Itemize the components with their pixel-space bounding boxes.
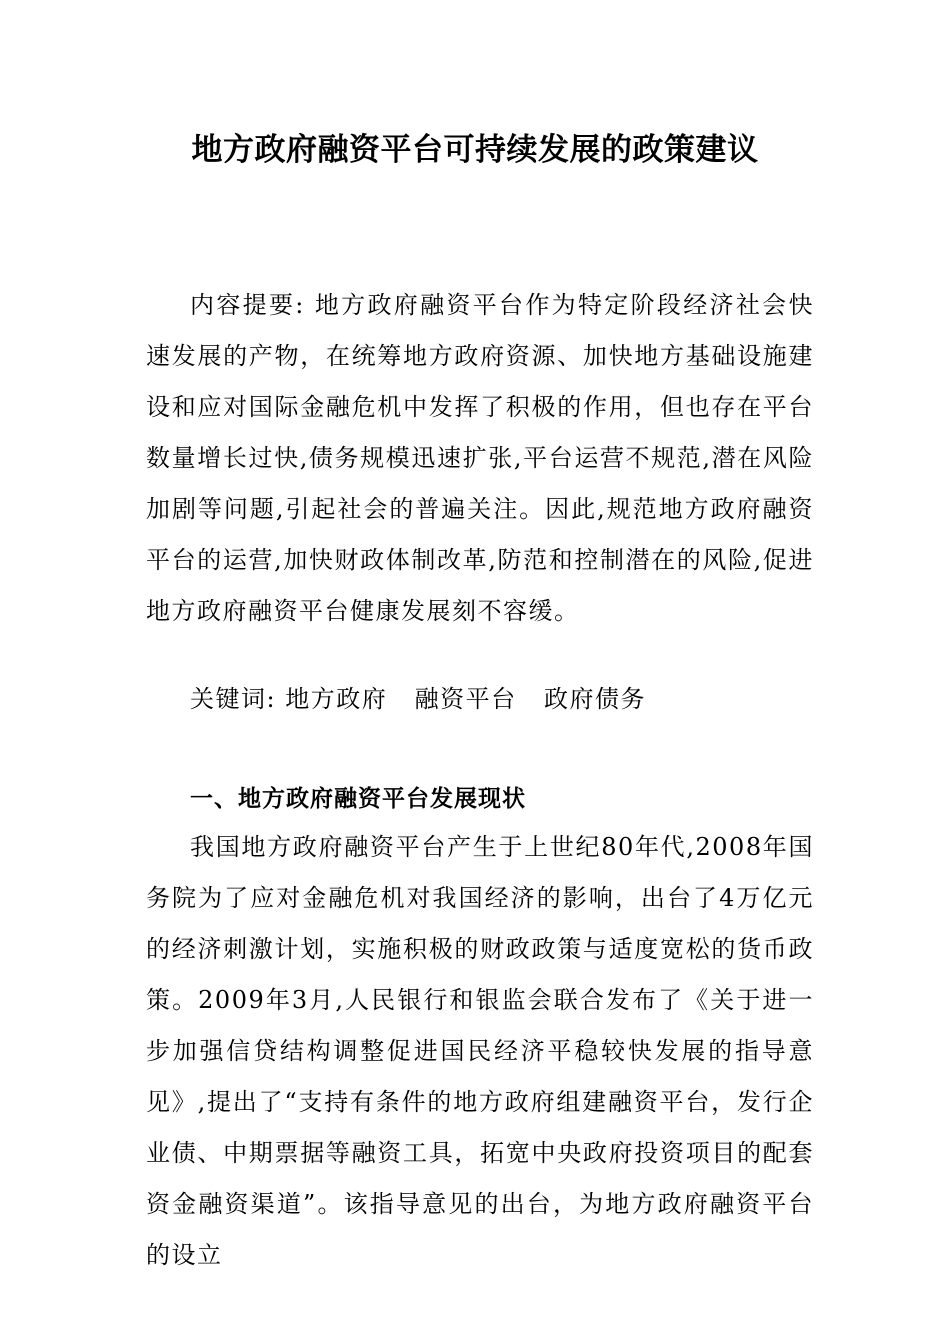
section-heading: 一、地方政府融资平台发展现状 (190, 786, 526, 812)
body-paragraph: 我国地方政府融资平台产生于上世纪80年代,2008年国务院为了应对金融危机对我国经济的影响，出台了4万亿元的经济刺激计划，实施积极的财政政策与适度宽松的货币政策。2009年3月,人民银行和银监会联合发布了《关于进一步加强信贷结构调整促进国民经济平稳较快发展的指导意见》,提出了“支持有条件的地方政府组建融资平台，发行企业债、中期票据等融资工具，拓宽中央政府投资项目的配套资金融资渠道”。该指导意见的出台，为地方政府融资平台的设立 (146, 833, 814, 1269)
keywords-line (190, 674, 810, 725)
abstract-paragraph (146, 280, 814, 637)
keyword-item: 政府债务 (544, 685, 647, 713)
keyword-item: 融资平台 (414, 685, 517, 713)
keywords-label: 关键词: (190, 685, 277, 713)
abstract-label: 内容提要: (190, 291, 305, 319)
document-title: 地方政府融资平台可持续发展的政策建议 (191, 132, 759, 168)
keyword-item: 地方政府 (285, 685, 388, 713)
abstract-text: 地方政府融资平台作为特定阶段经济社会快速发展的产物，在统筹地方政府资源、加快地方基础设施建设和应对国际金融危机中发挥了积极的作用，但也存在平台数量增长过快,债务规模迅速扩张,平台运营不规范,潜在风险加剧等问题,引起社会的普遍关注。因此,规范地方政府融资平台的运营,加快财政体制改革,防范和控制潜在的风险,促进地方政府融资平台健康发展刻不容缓。 (146, 291, 814, 625)
